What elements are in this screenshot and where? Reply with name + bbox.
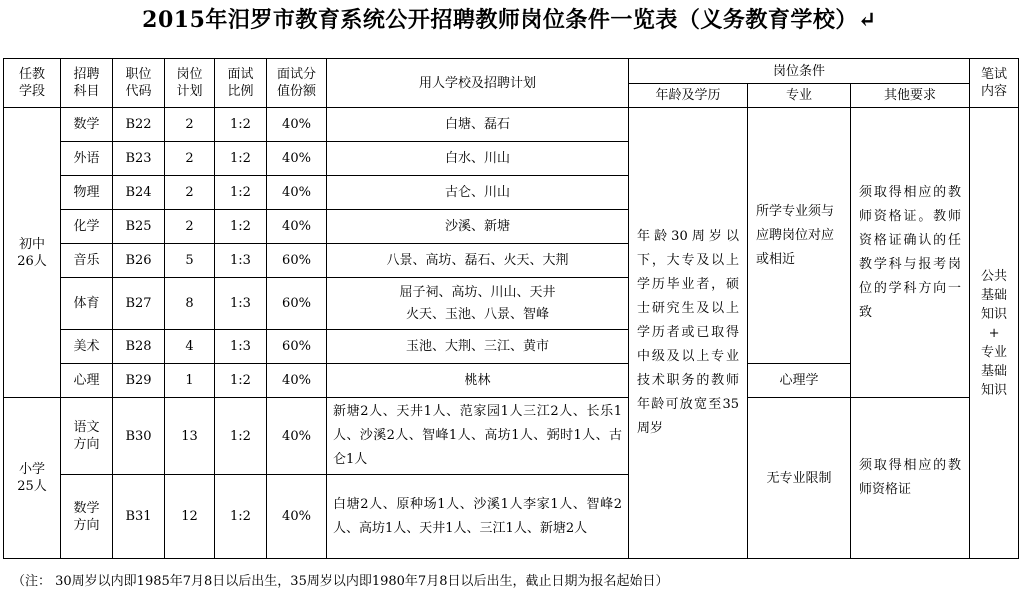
subject-cell: 心理 (61, 364, 113, 398)
header-other: 其他要求 (851, 84, 970, 108)
header-conditions: 岗位条件 (629, 59, 970, 84)
subject-cell: 外语 (61, 142, 113, 176)
ratio-cell: 1:2 (215, 364, 267, 398)
header-interview: 面试分 值份额 (267, 59, 327, 108)
pct-cell: 40% (267, 364, 327, 398)
code-cell: B24 (113, 176, 165, 210)
header-count: 岗位 计划 (165, 59, 215, 108)
major-psych-cell: 心理学 (748, 364, 851, 398)
other-primary-cell: 须取得相应的教师资格证 (851, 398, 970, 559)
subject-cell: 数学 (61, 108, 113, 142)
ratio-cell: 1:3 (215, 244, 267, 278)
header-schools: 用人学校及招聘计划 (327, 59, 629, 108)
ratio-cell: 1:2 (215, 398, 267, 475)
schools-cell: 白塘、磊石 (327, 108, 629, 142)
count-cell: 2 (165, 210, 215, 244)
code-cell: B31 (113, 475, 165, 559)
pct-cell: 40% (267, 142, 327, 176)
subject-cell: 语文 方向 (61, 398, 113, 475)
header-stage: 任教 学段 (4, 59, 61, 108)
ratio-cell: 1:2 (215, 475, 267, 559)
major-junior-cell: 所学专业须与应聘岗位对应或相近 (748, 108, 851, 364)
ratio-cell: 1:3 (215, 278, 267, 330)
subject-cell: 美术 (61, 330, 113, 364)
count-cell: 12 (165, 475, 215, 559)
ratio-cell: 1:3 (215, 330, 267, 364)
ratio-cell: 1:2 (215, 142, 267, 176)
header-ratio: 面试 比例 (215, 59, 267, 108)
exam-cell: 公共 基础 知识 + 专业 基础 知识 (970, 108, 1019, 559)
footnote: （注： 30周岁以内即1985年7月8日以后出生，35周岁以内即1980年7月8日以后出生，截止日期为报名起始日） (12, 574, 669, 589)
pct-cell: 40% (267, 108, 327, 142)
count-cell: 2 (165, 108, 215, 142)
code-cell: B25 (113, 210, 165, 244)
schools-cell: 白水、川山 (327, 142, 629, 176)
ratio-cell: 1:2 (215, 210, 267, 244)
stage-primary: 小学 25人 (4, 398, 61, 559)
pct-cell: 40% (267, 210, 327, 244)
count-cell: 1 (165, 364, 215, 398)
recruitment-table (3, 58, 1019, 559)
pct-cell: 40% (267, 398, 327, 475)
count-cell: 2 (165, 176, 215, 210)
schools-cell: 古仑、川山 (327, 176, 629, 210)
code-cell: B30 (113, 398, 165, 475)
stage-junior: 初中 26人 (4, 108, 61, 398)
subject-cell: 物理 (61, 176, 113, 210)
header-exam: 笔试 内容 (970, 59, 1019, 108)
header-subject: 招聘 科目 (61, 59, 113, 108)
code-cell: B29 (113, 364, 165, 398)
count-cell: 4 (165, 330, 215, 364)
code-cell: B26 (113, 244, 165, 278)
header-age-edu: 年龄及学历 (629, 84, 748, 108)
schools-cell: 八景、高坊、磊石、火天、大荆 (327, 244, 629, 278)
subject-cell: 体育 (61, 278, 113, 330)
ratio-cell: 1:2 (215, 108, 267, 142)
page-title: 2015年汨罗市教育系统公开招聘教师岗位条件一览表（义务教育学校）↵ (142, 7, 877, 33)
subject-cell: 音乐 (61, 244, 113, 278)
code-cell: B28 (113, 330, 165, 364)
count-cell: 5 (165, 244, 215, 278)
age-edu-cell: 年龄30周岁以下，大专及以上学历毕业者，硕士研究生及以上学历者或已取得中级及以上专业技术职务的教师年龄可放宽至35周岁 (629, 108, 748, 559)
code-cell: B27 (113, 278, 165, 330)
count-cell: 8 (165, 278, 215, 330)
subject-cell: 化学 (61, 210, 113, 244)
table-row (4, 108, 1019, 142)
pct-cell: 40% (267, 176, 327, 210)
schools-cell: 白塘2人、原种场1人、沙溪1人李家1人、智峰2人、高坊1人、天井1人、三江1人、新塘2人 (327, 475, 629, 559)
pct-cell: 40% (267, 475, 327, 559)
code-cell: B23 (113, 142, 165, 176)
pct-cell: 60% (267, 330, 327, 364)
major-primary-cell: 无专业限制 (748, 398, 851, 559)
count-cell: 13 (165, 398, 215, 475)
other-junior-cell: 须取得相应的教师资格证。教师资格证确认的任教学科与报考岗位的学科方向一致 (851, 108, 970, 398)
count-cell: 2 (165, 142, 215, 176)
header-major: 专业 (748, 84, 851, 108)
subject-cell: 数学 方向 (61, 475, 113, 559)
pct-cell: 60% (267, 244, 327, 278)
schools-cell: 沙溪、新塘 (327, 210, 629, 244)
pct-cell: 60% (267, 278, 327, 330)
ratio-cell: 1:2 (215, 176, 267, 210)
code-cell: B22 (113, 108, 165, 142)
schools-cell: 屈子祠、高坊、川山、天井 火天、玉池、八景、智峰 (327, 278, 629, 330)
table-row (4, 398, 1019, 475)
schools-cell: 新塘2人、天井1人、范家园1人三江2人、长乐1人、沙溪2人、智峰1人、高坊1人、弼时1人、古仑1人 (327, 398, 629, 475)
schools-cell: 桃林 (327, 364, 629, 398)
schools-cell: 玉池、大荆、三江、黄市 (327, 330, 629, 364)
header-code: 职位 代码 (113, 59, 165, 108)
